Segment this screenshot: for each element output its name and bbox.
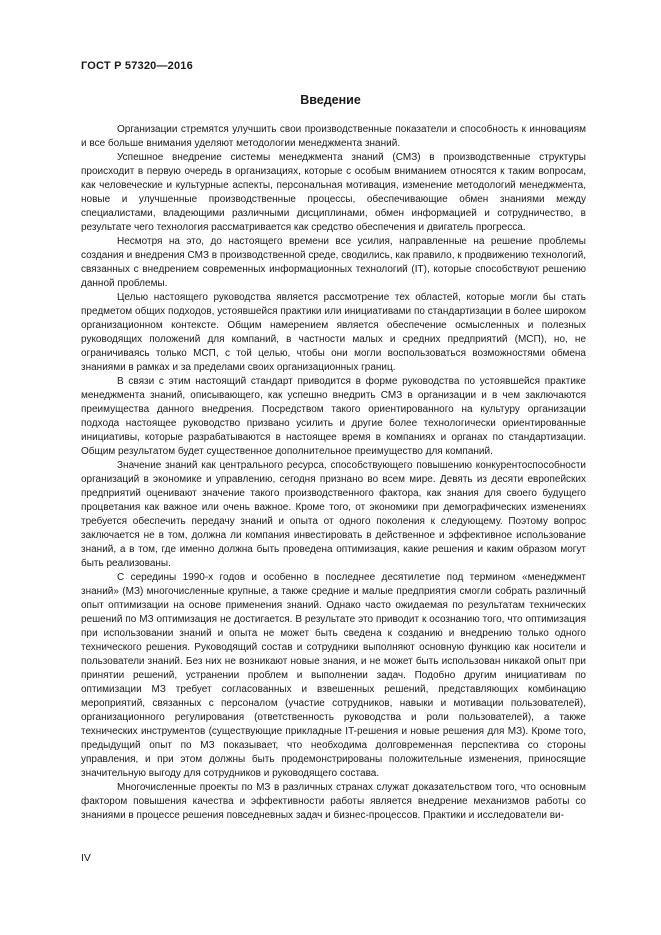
- document-id-header: ГОСТ Р 57320—2016: [81, 60, 193, 72]
- paragraph: Значение знаний как центрального ресурса, способствующего повышению конкурентоспособности организаций в экономике и управлению, сегодня признано во всем мире. Девять из десяти европейских предприятий оценивают значение такого производственного фактора, как знания для своего будущего процветания как важное или очень важное. Кроме того, от экономики при демографических изменениях требуется обеспечить передачу знаний и опыта от одного поколения к следующему. Поэтому вопрос заключается не в том, должна ли компания инвестировать в действенное и эффективное использование знаний, а в том, где именно должна быть проведена оптимизация, какие решения и каким образом могут быть реализованы.: [81, 460, 586, 569]
- paragraph: Несмотря на это, до настоящего времени все усилия, направленные на решение проблемы создания и внедрения СМЗ в производственной среде, сводились, как правило, к продвижению технологий, связанных с внедрением современных информационных технологий (IT), которые способствуют решению данной проблемы.: [81, 236, 586, 289]
- page-number: IV: [81, 852, 91, 864]
- paragraph: В связи с этим настоящий стандарт приводится в форме руководства по устоявшейся практике менеджмента знаний, описывающего, как успешно внедрить СМЗ в организации и в чем заключаются преимущества данного внедрения. Посредством такого ориентированного на культуру организации подхода настоящее руководство призвано усилить и другие более технологически ориентированные инициативы, которые разрабатываются в настоящее время в компаниях и органах по стандартизации. Общим результатом будет существенное дополнительное преимущество для компаний.: [81, 376, 586, 457]
- body-text: [81, 123, 586, 823]
- paragraph: Многочисленные проекты по МЗ в различных странах служат доказательством того, что основным фактором повышения качества и эффективности работы является внедрение механизмов работы со знаниями в процессе решения повседневных задач и бизнес-процессов. Практики и исследователи ви-: [81, 782, 586, 821]
- paragraph: Организации стремятся улучшить свои производственные показатели и способность к инновациям и все больше внимания уделяют методологии менеджмента знаний.: [81, 124, 586, 149]
- paragraph: С середины 1990-х годов и особенно в последнее десятилетие под термином «менеджмент знаний» (МЗ) многочисленные крупные, а также средние и малые предприятия смогли собрать различный опыт оптимизации на основе применения знаний. Однако часто ожидаемая по результатам технических решений по МЗ оптимизация не достигается. В результате это приводит к осознанию того, что оптимизация при использовании знаний и опыта не может быть сведена к созданию и внедрению только одного технического решения. Руководящий состав и сотрудники выполняют основную функцию как носители и пользователи знаний. Без них не возникают новые знания, и не может быть использован никакой опыт при принятии решений, устранении проблем и выполнении задач. Подобно другим инициативам по оптимизации МЗ требует согласованных и взвешенных решений, представляющих комбинацию мероприятий, связанных с персоналом (участие сотрудников, навыки и мотивации пользователей), организационного регулирования (ответственность руководства и роли пользователей), а также технических инструментов (существующие прикладные IT-решения и новые решения для МЗ). Кроме того, предыдущий опыт по МЗ показывает, что необходима долговременная перспектива со стороны управления, и при этом должны быть продемонстрированы положительные изменения, приносящие значительную выгоду для сотрудников и руководящего состава.: [81, 572, 586, 779]
- paragraph: Успешное внедрение системы менеджмента знаний (СМЗ) в производственные структуры происходит в первую очередь в организациях, которые с особым вниманием относятся к таким вопросам, как человеческие и культурные аспекты, персональная мотивация, изменение методологий менеджмента, новые и улучшенные производственные процессы, обеспечивающие обмен знаниями между специалистами, владеющими различными дисциплинами, обмен информацией и сотрудничество, в результате чего технология рассматривается как средство обеспечения и двигатель прогресса.: [81, 152, 586, 233]
- section-title: Введение: [300, 93, 361, 107]
- paragraph: Целью настоящего руководства является рассмотрение тех областей, которые могли бы стать предметом общих подходов, устоявшейся практики или инициативами по стандартизации в более широком организационном контексте. Общим намерением является обеспечение осмысленных и полезных руководящих положений для компаний, в частности малых и средних предприятий (МСП), но, не ограничиваясь только МСП, с той целью, чтобы они могли воспользоваться возможностями обмена знаниями в рамках и за пределами своих организационных границ.: [81, 292, 586, 373]
